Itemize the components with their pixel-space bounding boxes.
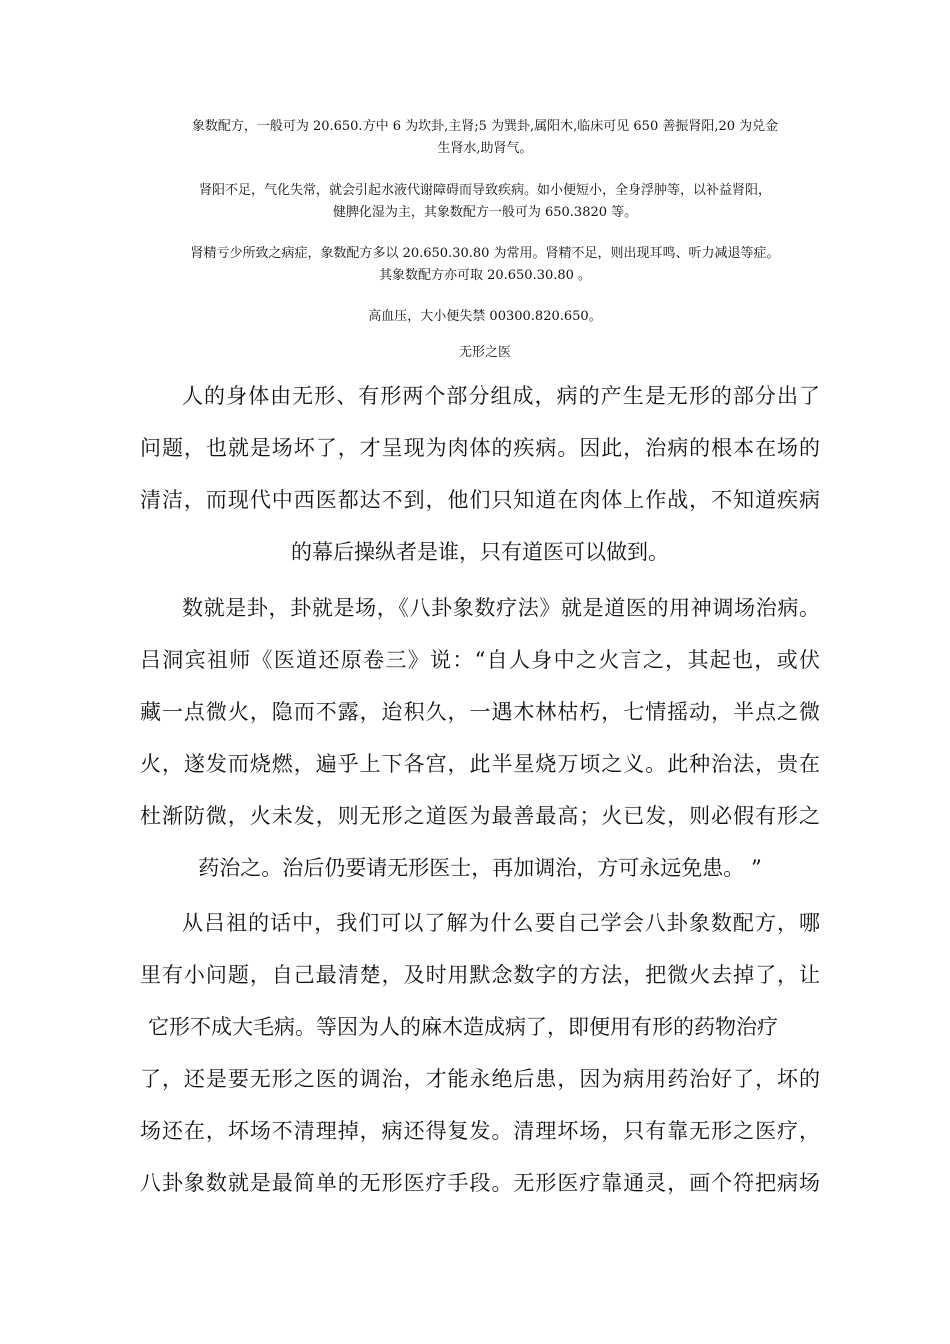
note-paragraph-kidney-essence xyxy=(160,243,810,287)
text-line: 杜渐防微，火未发，则无形之道医为最善最高；火已发，则必假有形之 xyxy=(140,804,820,828)
note-paragraph-kidney-yang xyxy=(160,180,810,224)
text-line: 场还在，坏场不清理掉，病还得复发。清理坏场，只有靠无形之医疗， xyxy=(140,1119,820,1143)
text-line: 它形不成大毛病。等因为人的麻木造成病了，即便用有形的药物治疗 xyxy=(148,1015,778,1039)
text-line: 问题，也就是场坏了，才呈现为肉体的疾病。因此，治病的根本在场的 xyxy=(140,436,820,460)
text-line: 了，还是要无形之医的调治，才能永绝后患，因为病用药治好了，坏的 xyxy=(140,1067,820,1091)
text-line: 藏一点微火，隐而不露，迨积久，一遇木林枯朽，七情摇动，半点之微 xyxy=(140,700,820,724)
note-paragraph-kidney-config xyxy=(160,116,810,160)
text-line: 八卦象数就是最简单的无形医疗手段。无形医疗靠通灵，画个符把病场 xyxy=(140,1171,820,1195)
note-paragraph-hypertension xyxy=(160,306,810,328)
body-paragraph-intangible xyxy=(140,370,820,578)
text-line: 肾阳不足，气化失常，就会引起水液代谢障碍而导致疾病。如小便短小，全身浮肿等，以补益肾阳， xyxy=(198,183,771,198)
body-paragraph-self-learning xyxy=(140,897,820,1209)
text-line: 高血压，大小便失禁 00300.820.650。 xyxy=(368,309,602,324)
text-line: 吕洞宾祖师《医道还原卷三》说：“自人身中之火言之，其起也，或伏 xyxy=(140,648,820,672)
text-line: 火，遂发而烧燃，遍乎上下各宫，此半星烧万顷之义。此种治法，贵在 xyxy=(140,752,820,776)
text-line: 象数配方，一般可为 20.650.方中 6 为坎卦,主肾;5 为巽卦,属阳木,临床可见 650 善振肾阳,20 为兑金 xyxy=(191,119,779,134)
section-title: 无形之医 xyxy=(458,345,511,360)
text-line: 数就是卦，卦就是场，《八卦象数疗法》就是道医的用神调场治病。 xyxy=(182,596,820,620)
text-line: 生肾水,助肾气。 xyxy=(437,141,533,156)
text-line: 从吕祖的话中，我们可以了解为什么要自己学会八卦象数配方，哪 xyxy=(182,911,820,935)
text-line: 人的身体由无形、有形两个部分组成，病的产生是无形的部分出了 xyxy=(182,384,820,408)
text-line: 的幕后操纵者是谁，只有道医可以做到。 xyxy=(291,540,669,564)
text-line: 清洁，而现代中西医都达不到，他们只知道在肉体上作战，不知道疾病 xyxy=(140,488,820,512)
text-line: 肾精亏少所致之病症，象数配方多以 20.650.30.80 为常用。肾精不足，则出现耳鸣、听力减退等症。 xyxy=(190,246,780,261)
text-line: 健脾化湿为主，其象数配方一般可为 650.3820 等。 xyxy=(332,205,638,220)
text-line: 里有小问题，自己最清楚，及时用默念数字的方法，把微火去掉了，让 xyxy=(140,963,820,987)
text-line: 药治之。治后仍要请无形医士，再加调治，方可永远免患。 ” xyxy=(198,856,762,880)
body-paragraph-lu-dongbin-quote xyxy=(140,582,820,894)
text-line: 其象数配方亦可取 20.650.30.80 。 xyxy=(378,268,592,283)
